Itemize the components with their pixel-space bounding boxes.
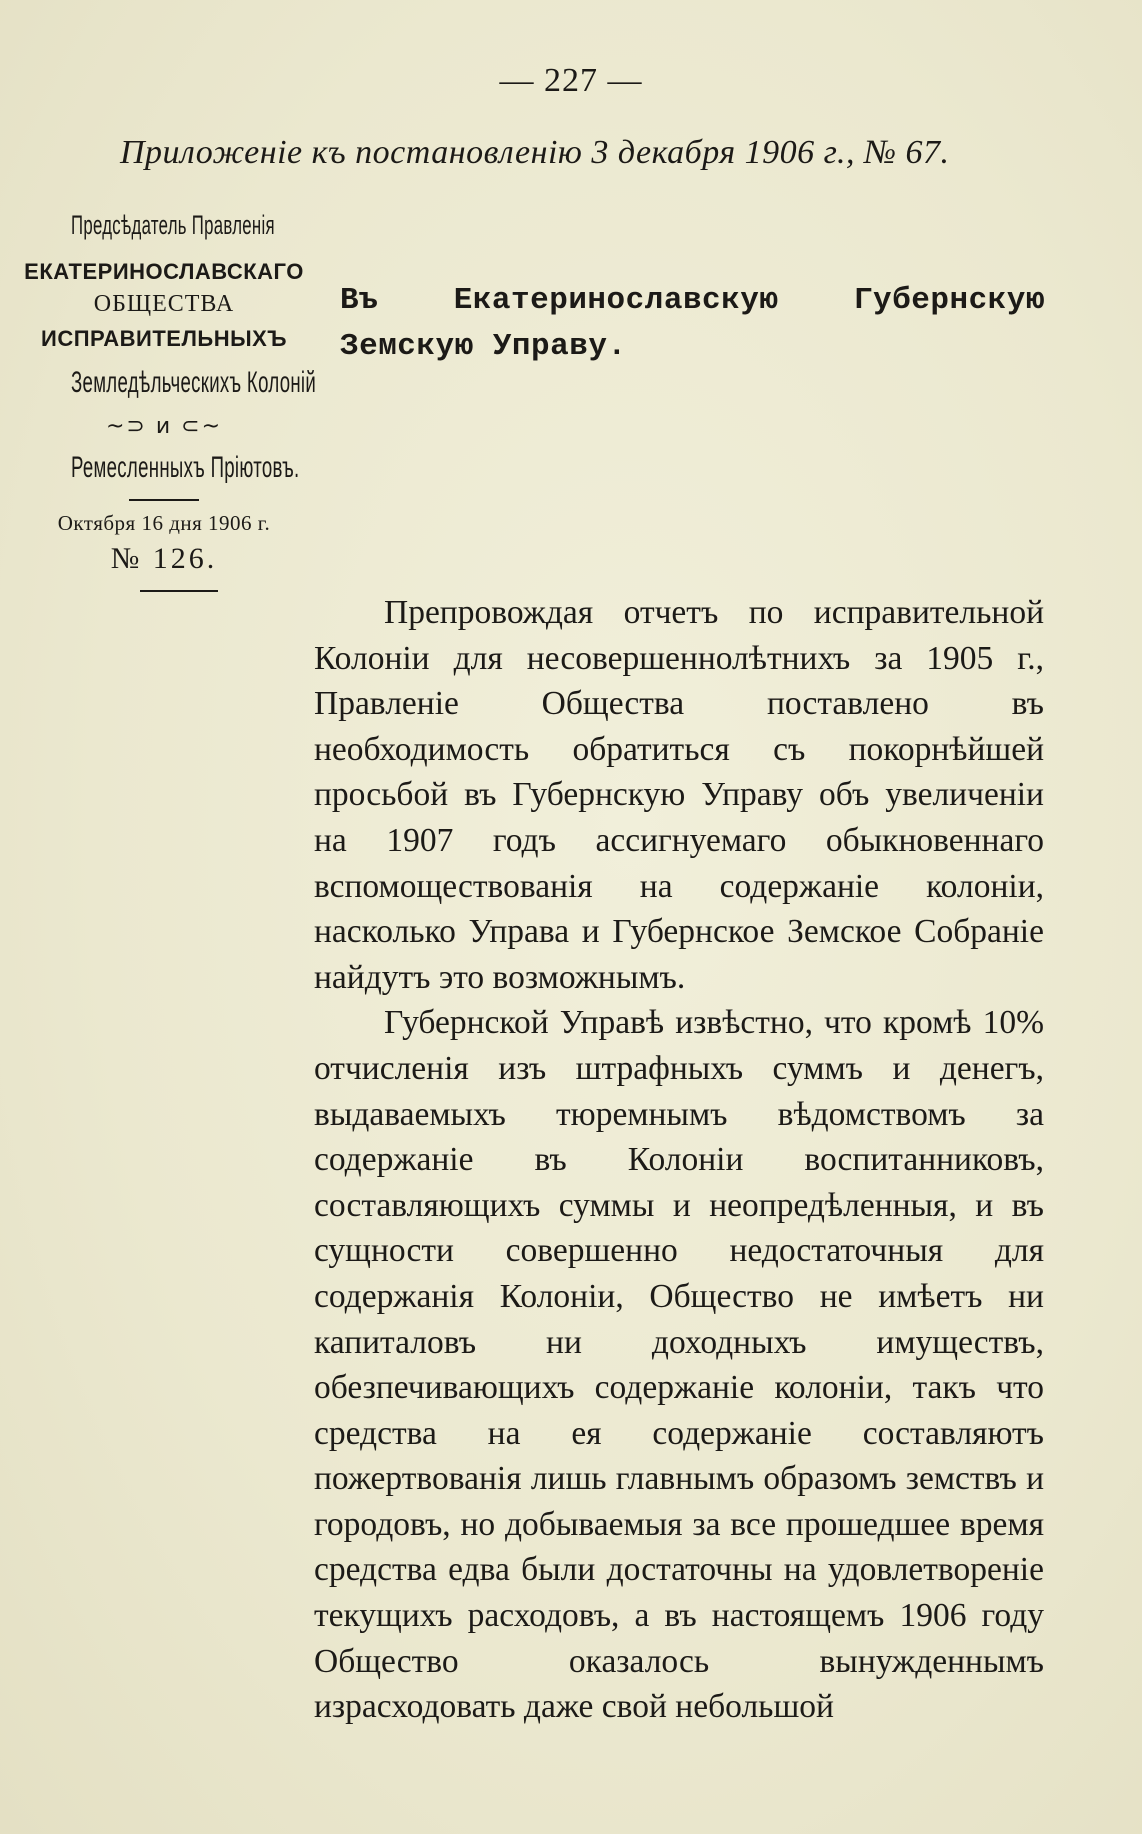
letterhead-line-colonies: Земледѣльческихъ Колонiй [71, 366, 317, 399]
letter-number-rule [140, 590, 218, 592]
letterhead-divider [129, 499, 199, 501]
letterhead-line-society: ОБЩЕСТВА [93, 291, 235, 317]
letter-body [314, 590, 1044, 1730]
letterhead-ornament: ~⊃ и ⊂~ [105, 414, 223, 439]
addressee-line-1 [340, 278, 1045, 324]
letter-number: № 126. [110, 542, 218, 575]
addressee-word-1: Въ [340, 283, 379, 318]
addressee-line-2: Земскую Управу. [340, 329, 627, 364]
addressee-word-3: Губернскую [853, 283, 1045, 318]
body-paragraph-1: Препровождая отчетъ по исправительной Колонiи для несовершеннолѣтнихъ за 1905 г., Правленiе Общества поставлено въ необходимость обратиться съ покорнѣйшей просьбой въ Губернскую Управу объ увеличенiи на 1907 годъ ассигнуемаго обыкновеннаго вспомоществованiя на содержанiе колонiи, насколько Управа и Губернское Земское Собранiе найдутъ это возможнымъ. [314, 594, 1044, 996]
body-paragraph-2: Губернской Управѣ извѣстно, что кромѣ 10% отчисленiя изъ штрафныхъ суммъ и денегъ, выдаваемыхъ тюремнымъ вѣдомствомъ за содержанiе въ Колонiи воспитанниковъ, составляющихъ суммы и неопредѣленныя, и въ сущности совершенно недостаточныя для содержанiя Колонiи, Общество не имѣетъ ни капиталовъ ни доходныхъ имуществъ, обезпечивающихъ содержанiе колонiи, такъ что средства на ея содержанiе составляютъ пожертвованiя лишь главнымъ образомъ земствъ и городовъ, но добываемыя за все прошедшее время средства едва были достаточны на удовлетворенiе текущихъ расходовъ, а въ настоящемъ 1906 году Общество оказалось вынужденнымъ израсходовать даже свой небольшой [314, 1004, 1044, 1726]
letterhead-line-correctional: ИСПРАВИТЕЛЬНЫХЪ [41, 326, 287, 351]
letterhead-line-chairman: Предсѣдатель Правленiя [71, 210, 275, 240]
appendix-title: Приложенiе къ постановленiю 3 декабря 1906 г., № 67. [120, 134, 950, 171]
letterhead [14, 210, 317, 592]
letterhead-line-ekaterinoslav: ЕКАТЕРИНОСЛАВСКАГО [24, 259, 304, 284]
letterhead-line-shelters: Ремесленныхъ Прiютовъ. [71, 451, 300, 484]
addressee-word-2: Екатеринославскую [453, 283, 779, 318]
addressee [340, 278, 1045, 370]
letter-date: Октября 16 дня 1906 г. [57, 511, 271, 535]
page-number: — 227 — [499, 62, 643, 99]
